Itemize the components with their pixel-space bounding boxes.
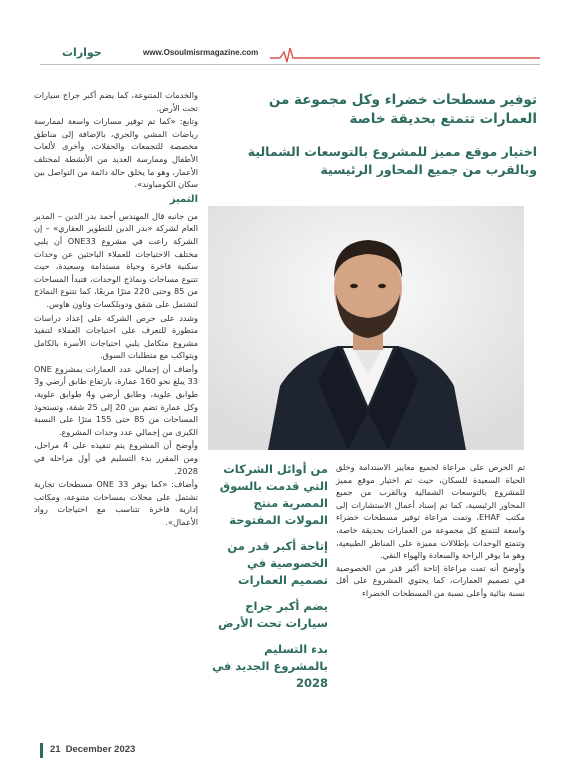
heartbeat-line-icon [270,44,540,64]
section-heading: التميز [169,193,198,205]
pull-quotes [208,461,328,701]
header-divider [40,64,540,65]
pull-quote: إتاحة أكبر قدر من الخصوصية في تصميم العمارات [227,539,328,587]
pull-quote: من أوائل الشركات التي قدمت بالسوق المصرية منتج المولات المفتوحة [219,462,328,527]
footer-accent-bar [40,743,43,758]
paragraph: من جانبه قال المهندس أحمد بدر الدين – المدير العام لشركة «بدر الدين للتطوير العقاري» – إن الشركة راعت في مشروع ONE33 أن يلبي مختلف الاحتياجات للعملاء الباحثين عن وحدات سكنية فاخرة وحياة مستدامة وسعيدة، حيث تتنوع مساحات ونماذج الوحدات، فتبدأ المساحات من 85 وحتى 220 مترًا مربعًا، كما تتنوع النماذج لتشتمل على شقق ودوبلكسات وتاون هاوس. [34,210,199,309]
pull-quote: يضم أكبر جراج سيارات تحت الأرض [218,599,328,630]
paragraph: والخدمات المتنوعة، كما يضم أكبر جراج سيارات تحت الأرض. [34,90,198,113]
article-subheadline: اختيار موقع مميز للمشروع بالتوسعات الشمالية وبالقرب من جميع المحاور الرئيسية [247,144,537,177]
footer-text [50,744,140,755]
portrait-photo [208,206,524,450]
page-header [0,44,567,64]
paragraph: وأوضح أنه تمت مراعاة إتاحة أكبر قدر من الخصوصية في تصميم العمارات، كما يحتوي المشروع على أقل نسبة بنائية وأعلى نسبة من المسطحات الخضراء [336,562,525,598]
paragraph: وتابع: «كما تم توفير مسارات واسعة لممارسة رياضات المشي والجري، بالإضافة إلى مناطق مخصصة للتجمعات والحفلات، وأخرى لألعاب الأطفال وممارسة العديد من الأنشطة لمختلف الأعمار، وهو ما يخلق حالة دائمة من التواصل بين سكان الكومباوند». [34,116,198,190]
site-url[interactable]: www.Osoulmisrmagazine.com [143,48,259,57]
paragraph: تم الحرص على مراعاة لجميع معايير الاستدامة وخلق الحياة السعيدة للسكان، حيث تم اختيار موقع مميز للمشروع بالتوسعات الشمالية وبالقرب من جميع المحاور الرئيسية، كما تم إسناد أعمال الاستشارات إلى مكتب EHAF، وتمت مراعاة توفير مسطحات خضراء واسعة لتتمتع كل مجموعة من العمارات بحديقة خاصة، وتتمتع الوحدات بإطلالات مميزة على المناظر الطبيعية، وهو ما يوفر الراحة والسعادة والهواء النقي. [336,462,525,561]
article-headline: توفير مسطحات خضراء وكل مجموعة من العمارات تتمتع بحديقة خاصة [268,92,537,127]
paragraph: وشدد على حرص الشركة على إعداد دراسات متطورة للتعرف على احتياجات العملاء لتنفيذ مشروع متكامل يلبي احتياجات الأسرة بالكامل ويتواكب مع متطلبات السوق. [34,312,198,361]
section-label: حوارات [62,46,102,59]
paragraph: وأضاف أن إجمالي عدد العمارات بمشروع ONE 33 يبلغ نحو 160 عمارة، بارتفاع طابق أرضي و3 طوابق علوية، وطابق أرضي و4 طوابق علوية، وكل عمارة تضم بين 20 إلى 25 شقة، وتستحوذ المساحات من 85 حتى 155 مترًا على النسبة الكبرى من إجمالي عدد وحدات المشروع. [34,363,199,437]
paragraph: وأضاف: «كما يوفر ONE 33 مسطحات تجارية تشتمل على محلات بمساحات متنوعة، ومكاتب إدارية فاخرة تتناسب مع احتياجات رواد الأعمال». [34,479,198,527]
left-text-column [34,89,198,530]
issue-date: December 2023 [65,744,136,755]
pull-quote: بدء التسليم بالمشروع الجديد في 2028 [212,642,328,690]
page-footer [40,743,240,759]
person-portrait-image [208,206,524,450]
page-number: 21 [50,744,61,755]
paragraph: وأوضح أن المشروع يتم تنفيذه على 4 مراحل، ومن المقرر بدء التسليم في أول مراحله في 2028. [34,440,198,476]
right-bottom-text-column [336,461,525,600]
